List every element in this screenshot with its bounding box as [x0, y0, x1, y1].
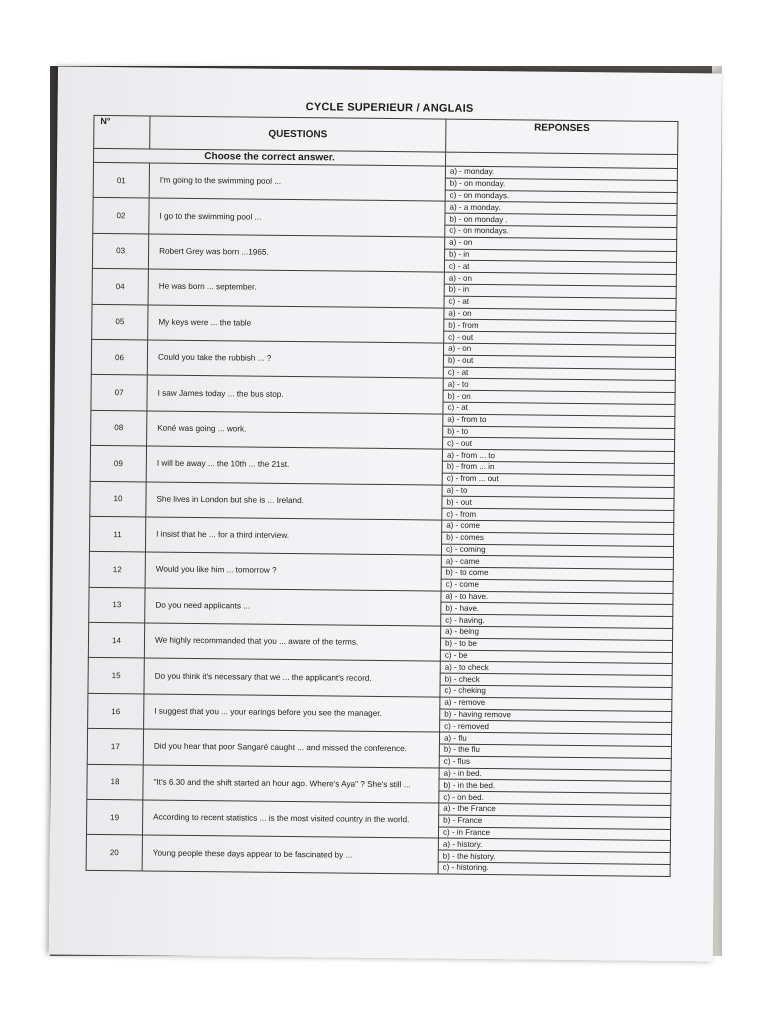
answer-option: b) - to be: [440, 638, 672, 652]
answer-option: c) - coming: [441, 544, 673, 558]
question-text: Would you like him ... tomorrow ?: [145, 552, 441, 590]
answer-option: b) - check: [440, 673, 672, 687]
instruction-text: Choose the correct answer.: [94, 148, 446, 166]
answer-option: b) - from: [444, 319, 676, 333]
answer-option: c) - historing.: [438, 862, 670, 876]
question-text: Do you think it's necessary that we ... the applicant's record.: [144, 658, 440, 696]
answer-option: a) - from to: [443, 414, 675, 428]
answer-option: c) - in France: [438, 827, 670, 841]
question-text: He was born ... september.: [148, 269, 444, 307]
answer-option: c) - from: [442, 508, 674, 522]
question-text: I will be away ... the 10th ... the 21st.: [146, 446, 442, 484]
answer-option: b) - have.: [441, 603, 673, 617]
question-text: Do you need applicants ...: [145, 588, 441, 626]
answer-option: b) - in the bed.: [439, 779, 671, 793]
answer-option: a) - a monday.: [445, 201, 677, 215]
answer-option: c) - at: [444, 260, 676, 274]
answer-option: b) - on monday.: [445, 178, 677, 192]
question-number: 13: [89, 587, 145, 623]
question-number: 01: [93, 162, 149, 198]
question-number: 20: [86, 835, 142, 871]
question-number: 06: [91, 339, 147, 375]
question-number: 04: [92, 269, 148, 305]
answer-option: a) - to: [442, 485, 674, 499]
header-responses: REPONSES: [446, 119, 678, 154]
question-number: 17: [87, 729, 143, 765]
answer-option: c) - cheking: [440, 685, 672, 699]
answer-option: a) - to: [443, 378, 675, 392]
answer-option: b) - from ... in: [442, 461, 674, 475]
answer-option: c) - from ... out: [442, 473, 674, 487]
question-text: I'm going to the swimming pool ...: [149, 163, 445, 201]
question-number: 09: [90, 446, 146, 482]
paper-sheet: [49, 67, 722, 962]
answer-option: a) - on: [445, 237, 677, 251]
question-text: Robert Grey was born ...1965.: [148, 234, 444, 272]
question-number: 12: [89, 552, 145, 588]
answer-option: c) - flus: [439, 756, 671, 770]
answer-option: c) - on bed.: [439, 791, 671, 805]
answer-option: b) - to: [443, 426, 675, 440]
answer-option: b) - on: [443, 390, 675, 404]
question-text: "It's 6.30 and the shift started an hour ago. Where's Aya" ? She's still ...: [143, 765, 439, 803]
question-number: 02: [93, 198, 149, 234]
answer-option: a) - in bed.: [439, 768, 671, 782]
answer-option: a) - monday.: [445, 166, 677, 180]
answer-option: b) - the history.: [438, 850, 670, 864]
question-text: Young people these days appear to be fascinated by ...: [142, 835, 438, 873]
answer-table: [86, 115, 679, 877]
answer-option: b) - comes: [442, 532, 674, 546]
answer-option: b) - having remove: [440, 709, 672, 723]
question-number: 19: [86, 799, 142, 835]
question-text: According to recent statistics ... is the most visited country in the world.: [142, 800, 438, 838]
answer-option: a) - flu: [439, 732, 671, 746]
answer-option: a) - history.: [438, 838, 670, 852]
question-number: 14: [88, 622, 144, 658]
answer-option: a) - from ... to: [442, 449, 674, 463]
answer-option: a) - come: [442, 520, 674, 534]
question-number: 10: [90, 481, 146, 517]
answer-option: a) - to have.: [441, 591, 673, 605]
question-number: 18: [87, 764, 143, 800]
answer-option: b) - on monday .: [445, 213, 677, 227]
answer-option: c) - out: [443, 437, 675, 451]
answer-option: a) - to check: [440, 662, 672, 676]
answer-option: b) - out: [442, 496, 674, 510]
answer-option: c) - having.: [441, 614, 673, 628]
answer-option: b) - out: [443, 355, 675, 369]
question-number: 03: [92, 233, 148, 269]
question-number: 07: [91, 375, 147, 411]
answer-option: a) - on: [444, 272, 676, 286]
question-text: Koné was going ... work.: [147, 411, 443, 449]
answer-option: c) - at: [444, 296, 676, 310]
question-text: We highly recommanded that you ... aware of the terms.: [144, 623, 440, 661]
answer-option: c) - on mondays.: [445, 190, 677, 204]
answer-option: a) - remove: [440, 697, 672, 711]
question-text: Did you hear that poor Sangaré caught ... and missed the conference.: [143, 729, 439, 767]
question-text: I saw James today ... the bus stop.: [147, 375, 443, 413]
question-number: 15: [88, 658, 144, 694]
answer-option: a) - came: [441, 555, 673, 569]
answer-option: b) - the flu: [439, 744, 671, 758]
answer-option: a) - on: [444, 343, 676, 357]
answer-option: c) - at: [443, 402, 675, 416]
question-text: My keys were ... the table: [148, 305, 444, 343]
answer-option: c) - be: [440, 650, 672, 664]
question-number: 11: [89, 516, 145, 552]
answer-option: a) - being: [441, 626, 673, 640]
answer-option: a) - on: [444, 308, 676, 322]
answer-option: b) - France: [439, 815, 671, 829]
question-text: I insist that he ... for a third interview.: [145, 517, 441, 555]
question-number: 05: [92, 304, 148, 340]
document-title: CYCLE SUPERIEUR / ANGLAIS: [305, 101, 474, 115]
question-text: I suggest that you ... your earings before you see the manager.: [144, 694, 440, 732]
answer-option: c) - removed: [440, 721, 672, 735]
answer-option: b) - in: [444, 284, 676, 298]
answer-option: c) - out: [444, 331, 676, 345]
answer-option: b) - to come: [441, 567, 673, 581]
question-number: 08: [91, 410, 147, 446]
question-text: Could you take the rubbish ... ?: [147, 340, 443, 378]
answer-option: a) - the France: [439, 803, 671, 817]
header-number: N°: [94, 115, 150, 149]
question-text: I go to the swimming pool ...: [149, 198, 445, 236]
question-number: 16: [88, 693, 144, 729]
answer-option: c) - on mondays.: [445, 225, 677, 239]
answer-option: b) - in: [445, 249, 677, 263]
answer-option: c) - come: [441, 579, 673, 593]
header-questions: QUESTIONS: [150, 116, 446, 152]
answer-option: c) - at: [443, 367, 675, 381]
question-text: She lives in London but she is ... Ireland.: [146, 481, 442, 519]
